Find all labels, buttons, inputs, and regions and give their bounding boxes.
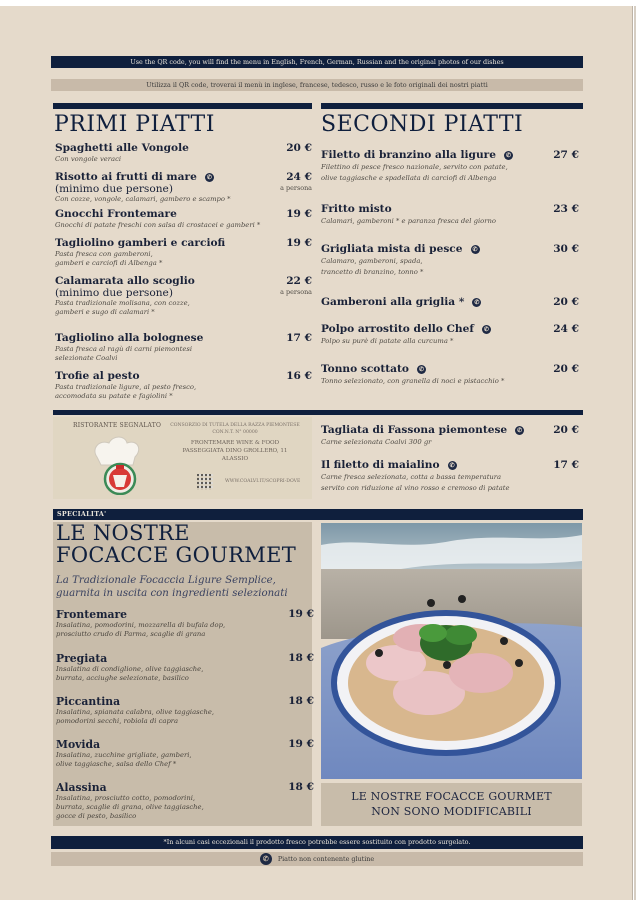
- menu-item: [321, 323, 579, 347]
- item-name: Tagliolino alla bolognese: [55, 332, 204, 344]
- item-name: Gamberoni alla griglia *: [321, 296, 465, 308]
- restaurant-name: FRONTEMARE WINE & FOOD: [190, 440, 280, 446]
- item-desc: Con cozze, vongole, calamari, gambero e scampo *: [55, 195, 231, 203]
- item-desc: gamberi e carciofi di Albenga *: [55, 259, 163, 267]
- item-price: 23 €: [553, 203, 579, 215]
- primi-title: PRIMI PIATTI: [54, 112, 215, 137]
- item-per-person: a persona: [280, 288, 312, 296]
- item-name: Il filetto di maialino: [321, 459, 440, 471]
- menu-item: [321, 203, 579, 227]
- item-name: Tagliolino gamberi e carciofi: [55, 237, 226, 249]
- item-price: 19 €: [288, 608, 314, 620]
- item-name: Frontemare: [56, 608, 128, 621]
- menu-item: [321, 296, 579, 309]
- item-desc: olive taggiasche, salsa dello Chef *: [56, 760, 177, 768]
- item-desc: Pasta fresca con gamberoni,: [55, 250, 153, 258]
- gluten-free-icon: ✆: [260, 853, 272, 865]
- focaccia-on-beach-image: [321, 523, 582, 779]
- gluten-free-icon: ✆: [206, 174, 212, 181]
- item-desc: Pasta fresca al ragù di carni piemontesi: [55, 345, 193, 353]
- consortium-number: CON.N.T. N° 00000: [212, 429, 258, 435]
- item-name: Grigliata mista di pesce: [321, 243, 463, 255]
- focaccia-item: [56, 652, 314, 683]
- item-name: Tonno scottato: [321, 363, 409, 375]
- focacce-subtitle-line1: La Tradizionale Focaccia Ligure Semplice,: [56, 575, 276, 586]
- item-desc: gocce di pesto, basilico: [56, 812, 137, 820]
- menu-item: [55, 171, 312, 204]
- certification-url[interactable]: WWW.COALVI.IT/SCOPRI-DOVE: [225, 479, 301, 484]
- primi-divider: [53, 103, 312, 109]
- item-desc: selezionate Coalvi: [55, 354, 118, 362]
- item-name: Tagliata di Fassona piemontese: [321, 424, 508, 436]
- item-desc: Filettino di pesce fresco nazionale, servito con patate,: [321, 163, 508, 171]
- mid-divider: [53, 410, 583, 415]
- item-per-person: a persona: [280, 184, 312, 192]
- focaccia-item: [56, 608, 314, 639]
- item-desc: Calamari, gamberoni * e paranza fresca del giorno: [321, 217, 496, 225]
- gluten-free-icon: ✆: [517, 427, 523, 434]
- item-desc: Pasta tradizionale molisana, con cozze,: [55, 299, 190, 307]
- item-desc: burrata, scaglie di grana, olive taggiasche,: [56, 803, 204, 811]
- item-name: Calamarata allo scoglio: [55, 275, 195, 287]
- item-desc: Insalatina, pomodorini, mozzarella di bufala dop,: [56, 621, 226, 629]
- speciality-label: SPECIALITA': [57, 510, 107, 518]
- focacce-section: [53, 522, 312, 826]
- item-desc: Insalatina, prosciutto cotto, pomodorini,: [56, 794, 196, 802]
- item-price: 20 €: [286, 142, 312, 154]
- item-desc: gamberi e sugo di calamari *: [55, 308, 155, 316]
- focacce-subtitle: [56, 575, 288, 600]
- item-desc: Carne selezionata Coalvi 300 gr: [321, 438, 432, 446]
- consortium-line: CONSORZIO DI TUTELA DELLA RAZZA PIEMONTESE: [170, 423, 300, 428]
- menu-item: [321, 424, 579, 448]
- item-name: Trofie al pesto: [55, 370, 140, 382]
- menu-item: [55, 237, 312, 268]
- qr-banner-english: Use the QR code, you will find the menu in English, French, German, Russian and the original photos of our dishes: [51, 56, 583, 68]
- focaccia-item: [56, 738, 314, 769]
- item-price: 20 €: [553, 363, 579, 375]
- item-desc: burrata, acciughe selezionate, basilico: [56, 674, 189, 682]
- item-desc: Carne fresca selezionata, cotta a bassa temperatura: [321, 473, 502, 481]
- secondi-title: SECONDI PIATTI: [321, 112, 524, 137]
- menu-item: [55, 208, 312, 230]
- item-price: 18 €: [288, 781, 314, 793]
- gluten-free-icon: ✆: [449, 462, 455, 469]
- item-price: 27 €: [553, 149, 579, 161]
- item-desc: Insalatina, spianata calabra, olive taggiasche,: [56, 708, 215, 716]
- focaccia-photo: [321, 523, 582, 779]
- note-line1: LE NOSTRE FOCACCE GOURMET: [351, 790, 552, 803]
- gluten-free-icon: ✆: [474, 299, 480, 306]
- item-min-persons: (minimo due persone): [55, 183, 173, 195]
- item-name: Piccantina: [56, 695, 121, 708]
- item-price: 19 €: [286, 237, 312, 249]
- frozen-product-note: *In alcuni casi eccezionali il prodotto fresco potrebbe essere sostituito con prodotto surgelato.: [51, 836, 583, 849]
- focacce-not-modifiable-note: [321, 783, 582, 826]
- item-desc: Con vongole veraci: [55, 155, 122, 163]
- speciality-bar: [53, 509, 583, 520]
- menu-item: [321, 363, 579, 387]
- item-desc: pomodorini secchi, robiola di capra: [56, 717, 179, 725]
- item-name: Filetto di branzino alla ligure: [321, 149, 496, 161]
- item-name: Polpo arrostito dello Chef: [321, 323, 474, 335]
- item-price: 16 €: [286, 370, 312, 382]
- certification-info: [161, 423, 309, 463]
- item-desc: Insalatina, zucchine grigliate, gamberi,: [56, 751, 192, 759]
- focacce-subtitle-line2: guarnita in uscita con ingredienti selezionati: [56, 587, 288, 599]
- item-desc: olive taggiasche e spadellata di carciofi di Albenga: [321, 174, 497, 182]
- item-price: 20 €: [553, 296, 579, 308]
- item-price: 19 €: [286, 208, 312, 220]
- note-line2: NON SONO MODIFICABILI: [371, 805, 532, 818]
- item-desc: Insalatina di condiglione, olive taggiasche,: [56, 665, 204, 673]
- item-name: Risotto ai frutti di mare: [55, 171, 197, 183]
- page-edge: [634, 6, 636, 900]
- item-desc: accomodata su patate e fagiolini *: [55, 392, 173, 400]
- restaurant-address: PASSEGGIATA DINO GROLLERO, 11: [182, 448, 288, 454]
- menu-item: [321, 149, 579, 184]
- item-desc: Calamaro, gamberoni, spada,: [321, 257, 423, 265]
- item-desc: Pasta tradizionale ligure, al pesto fresco,: [55, 383, 197, 391]
- gluten-free-icon: ✆: [418, 366, 424, 373]
- chef-hat-logo-icon: [89, 435, 143, 495]
- item-desc: Polpo su purè di patate alla curcuma *: [321, 337, 454, 345]
- item-price: 17 €: [553, 459, 579, 471]
- item-name: Movida: [56, 738, 101, 751]
- focacce-title: [56, 522, 296, 566]
- item-price: 19 €: [288, 738, 314, 750]
- menu-item: [55, 370, 312, 401]
- item-desc: Gnocchi di patate freschi con salsa di crostacei e gamberi *: [55, 221, 261, 229]
- menu-item: [55, 275, 312, 317]
- item-price: 24 €: [286, 171, 312, 183]
- qr-code-icon[interactable]: [197, 474, 213, 490]
- menu-item: [321, 243, 579, 278]
- item-name: Gnocchi Frontemare: [55, 208, 177, 220]
- focacce-title-line1: LE NOSTRE: [56, 521, 190, 545]
- item-price: 22 €: [286, 275, 312, 287]
- item-price: 17 €: [286, 332, 312, 344]
- restaurant-city: ALASSIO: [221, 456, 249, 462]
- item-name: Spaghetti alle Vongole: [55, 142, 189, 154]
- menu-item: [321, 459, 579, 494]
- gluten-legend: [51, 852, 583, 866]
- secondi-divider: [321, 103, 583, 109]
- qr-banner-italian: Utilizza il QR code, troverai il menù in inglese, francese, tedesco, russo e le foto originali dei nostri piatti: [51, 79, 583, 91]
- item-price: 30 €: [553, 243, 579, 255]
- gluten-free-icon: ✆: [483, 326, 489, 333]
- focaccia-item: [56, 781, 314, 821]
- focacce-title-line2: FOCACCE GOURMET: [56, 543, 297, 567]
- certification-box: [53, 417, 312, 499]
- item-desc: Tonno selezionato, con granella di noci e pistacchio *: [321, 377, 505, 385]
- item-name: Fritto misto: [321, 203, 392, 215]
- item-min-persons: (minimo due persone): [55, 287, 173, 299]
- certification-caption: RISTORANTE SEGNALATO: [73, 422, 162, 429]
- item-name: Alassina: [56, 781, 107, 794]
- item-desc: servito con riduzione al vino rosso e cremoso di patate: [321, 484, 510, 492]
- item-price: 20 €: [553, 424, 579, 436]
- menu-item: [55, 142, 312, 164]
- gluten-free-icon: ✆: [505, 152, 511, 159]
- item-price: 18 €: [288, 652, 314, 664]
- item-price: 24 €: [553, 323, 579, 335]
- menu-item: [55, 332, 312, 363]
- item-price: 18 €: [288, 695, 314, 707]
- item-name: Pregiata: [56, 652, 108, 665]
- focaccia-item: [56, 695, 314, 726]
- gluten-legend-text: Piatto non contenente glutine: [277, 855, 375, 863]
- item-desc: trancetto di branzino, tonno *: [321, 268, 424, 276]
- gluten-free-icon: ✆: [472, 246, 478, 253]
- item-desc: prosciutto crudo di Parma, scaglie di grana: [56, 630, 206, 638]
